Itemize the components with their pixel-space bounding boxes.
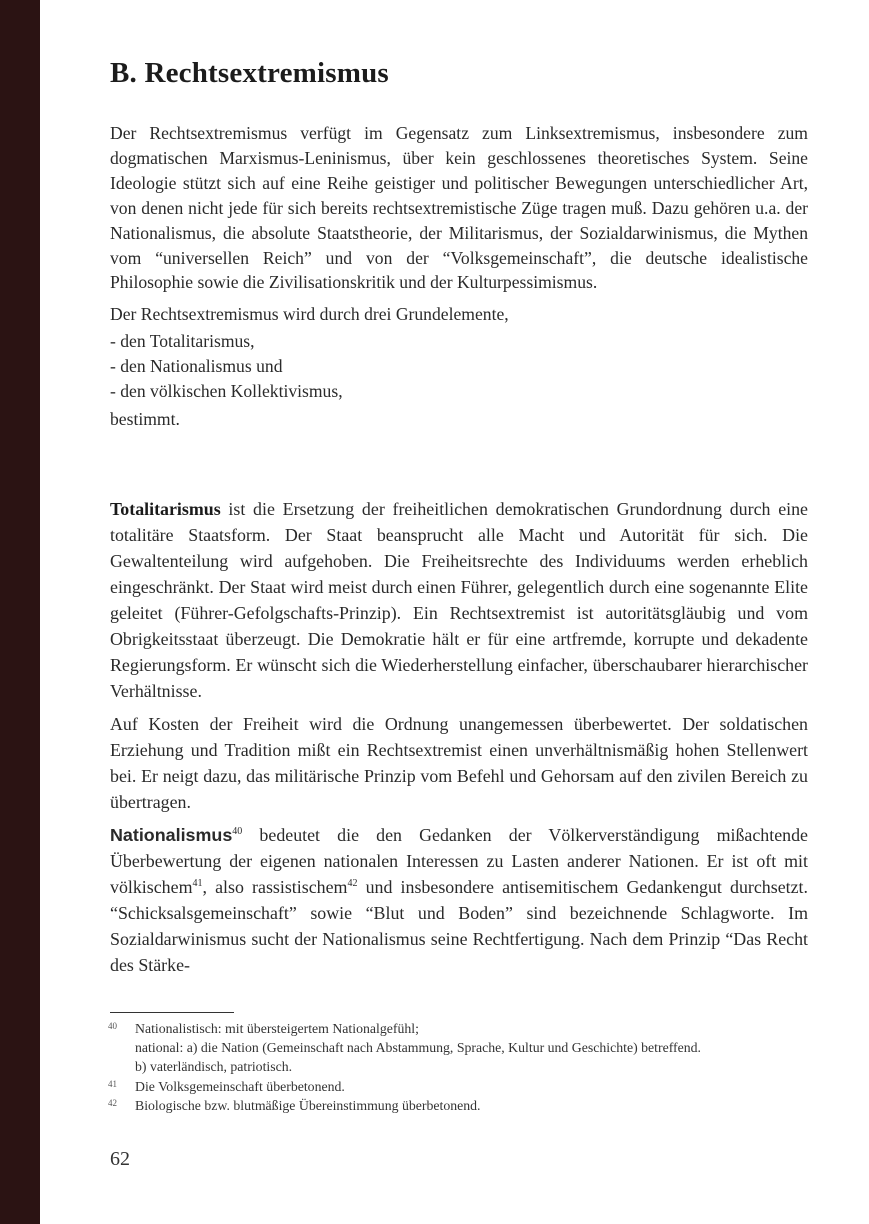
footnote-number: 40 [108,1021,117,1031]
nationalismus-paragraph [110,822,808,978]
totalitarismus-text: ist die Ersetzung der freiheitlichen demokratischen Grundordnung durch eine totalitäre Staatsform. Der Staat beansprucht alle Macht und Autorität für sich. Die Gewaltenteilung wird aufgehoben. Die Freiheitsrechte des Individuums werden erheblich eingeschränkt. Der Staat wird meist durch einen Führer, gelegentlich durch eine sogenannte Elite geleitet (Führer-Gefolgschafts-Prinzip). Ein Rechtsextremist ist autoritätsgläubig und vom Obrigkeitsstaat überzeugt. Die Demokratie hält er für eine artfremde, korrupte und dekadente Regierungsform. Er wünscht sich die Wiederherstellung einfacher, überschaubarer hierarchischer Verhältnisse. [110,499,808,701]
footnote-ref: 41 [192,878,203,890]
book-spine-edge [0,0,40,1224]
intro-paragraph: Der Rechtsextremismus verfügt im Gegensatz zum Linksextremismus, insbesondere zum dogmatischen Marxismus-Leninismus, über kein geschlossenes theoretisches System. Seine Ideologie stützt sich auf eine Reihe geistiger und politischer Bewegungen unterschiedlicher Art, von denen nicht jede für sich bereits rechtsextremistische Züge tragen muß. Dazu gehören u.a. der Nationalismus, die absolute Staatstheorie, der Militarismus, der Sozialdarwinismus, die Mythen vom “universellen Reich” und von der “Volksgemeinschaft”, die deutsche idealistische Philosophie sowie die Zivilisationskritik und der Kulturpessimismus. [110,123,808,293]
list-item: - den Totalitarismus, [110,331,255,352]
main-section [110,496,808,985]
totalitarismus-paragraph [110,496,808,704]
term-nationalismus: Nationalismus [110,825,233,845]
footnote-continuation: national: a) die Nation (Gemeinschaft nach Abstammung, Sprache, Kultur und Geschichte) betreffend. [135,1040,702,1056]
footnote-continuation: b) vaterländisch, patriotisch. [135,1059,293,1075]
footnote-text: Nationalistisch: mit übersteigertem Nationalgefühl; [135,1021,419,1036]
footnote [108,1096,808,1115]
page-number: 62 [110,1148,130,1170]
elements-outro: bestimmt. [110,408,180,429]
footnote-ref: 40 [232,826,243,838]
elements-intro: Der Rechtsextremismus wird durch drei Grundelemente, [110,304,509,325]
section-heading: B. Rechtsextremismus [110,57,389,89]
footnote-ref: 42 [347,878,358,890]
footnote [108,1019,808,1038]
nationalismus-text: und insbesondere antisemitischem Gedankengut durchsetzt. “Schicksalsgemeinschaft” sowie “Blut und Boden” sind bezeichnende Schlagworte. Im Sozialdarwinismus sucht der Nationalismus seine Rechtfertigung. Nach dem Prinzip “Das Recht des Stärke- [110,877,808,975]
footnote-number: 42 [108,1097,117,1108]
intro-section [110,121,808,439]
footnote-divider [110,1012,234,1013]
elements-list [110,329,808,404]
footnote [108,1077,808,1096]
footnotes [108,1019,808,1115]
freiheit-paragraph: Auf Kosten der Freiheit wird die Ordnung unangemessen überbewertet. Der soldatischen Erziehung und Tradition mißt ein Rechtsextremist einen unverhältnismäßig hohen Stellenwert bei. Er neigt dazu, das militärische Prinzip vom Befehl und Gehorsam auf den zivilen Bereich zu übertragen. [110,714,808,812]
footnote-text: Die Volksgemeinschaft überbetonend. [135,1078,345,1094]
term-totalitarismus: Totalitarismus [110,499,221,519]
nationalismus-text: , also rassistischem [202,877,348,897]
footnote-text: Biologische bzw. blutmäßige Übereinstimmung überbetonend. [135,1097,481,1113]
nationalismus-text: bedeutet die den Gedanken der Völkerverständigung mißachtende Überbewertung der eigenen nationalen Interessen zu Lasten anderer Nationen. Er ist oft mit völkischem [110,825,808,897]
list-item: - den völkischen Kollektivismus, [110,381,343,402]
list-item: - den Nationalismus und [110,356,283,377]
footnote-number: 41 [108,1078,117,1089]
